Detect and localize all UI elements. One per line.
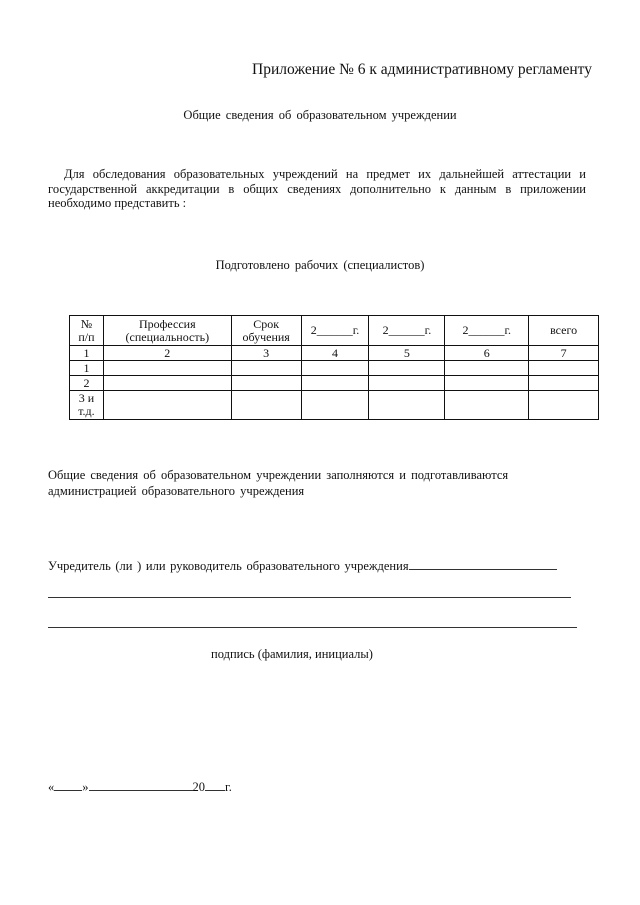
index-cell: 5 <box>369 346 445 361</box>
empty-cell[interactable] <box>529 391 599 420</box>
empty-cell[interactable] <box>369 391 445 420</box>
trained-workers-table <box>69 315 599 420</box>
header-year-2: 2______г. <box>369 316 445 346</box>
header-year-3: 2______г. <box>445 316 529 346</box>
note-line-1: Общие сведения об образовательном учреждении заполняются и подготавливаются <box>48 468 509 482</box>
empty-cell[interactable] <box>103 376 231 391</box>
year-blank[interactable] <box>205 779 225 791</box>
index-cell: 7 <box>529 346 599 361</box>
empty-cell[interactable] <box>369 376 445 391</box>
month-blank[interactable] <box>89 779 193 791</box>
empty-cell[interactable] <box>231 391 301 420</box>
document-title: Общие сведения об образовательном учреждении <box>183 108 457 122</box>
date-line <box>48 779 232 795</box>
empty-cell[interactable] <box>231 361 301 376</box>
header-profession: Профессия (специальность) <box>103 316 231 346</box>
empty-cell[interactable] <box>103 391 231 420</box>
intro-paragraph <box>48 167 586 211</box>
empty-cell[interactable] <box>445 376 529 391</box>
intro-line-3: необходимо представить : <box>48 196 187 210</box>
index-cell: 1 <box>70 346 104 361</box>
table-row <box>70 361 599 376</box>
empty-cell[interactable] <box>301 391 369 420</box>
table-row <box>70 391 599 420</box>
founder-line <box>48 558 557 574</box>
empty-cell[interactable] <box>231 376 301 391</box>
appendix-heading: Приложение № 6 к административному регламенту <box>252 61 592 78</box>
empty-cell[interactable] <box>445 391 529 420</box>
founder-label: Учредитель (ли ) или руководитель образовательного учреждения <box>48 559 409 573</box>
header-number: № п/п <box>70 316 104 346</box>
close-quote: » <box>82 780 89 794</box>
empty-cell[interactable] <box>301 361 369 376</box>
note-line-2: администрацией образовательного учреждения <box>48 484 305 498</box>
table-header-row <box>70 316 599 346</box>
open-quote: « <box>48 780 55 794</box>
empty-cell[interactable] <box>529 361 599 376</box>
index-cell: 4 <box>301 346 369 361</box>
signature-rule-1[interactable] <box>48 597 571 598</box>
empty-cell[interactable] <box>103 361 231 376</box>
founder-signature-blank[interactable] <box>409 558 557 570</box>
note-paragraph <box>48 467 588 499</box>
year-suffix: г. <box>225 780 232 794</box>
empty-cell[interactable] <box>445 361 529 376</box>
row-number: 1 <box>70 361 104 376</box>
index-cell: 2 <box>103 346 231 361</box>
index-cell: 3 <box>231 346 301 361</box>
table-row <box>70 376 599 391</box>
header-year-1: 2______г. <box>301 316 369 346</box>
header-total: всего <box>529 316 599 346</box>
intro-line-1: Для обследования образовательных учреждений на предмет их дальнейшей аттестации и <box>64 167 586 181</box>
year-prefix: 20 <box>192 780 205 794</box>
day-blank[interactable] <box>54 779 82 791</box>
table-caption: Подготовлено рабочих (специалистов) <box>215 258 425 272</box>
signature-caption: подпись (фамилия, инициалы) <box>211 647 373 661</box>
header-term: Срок обучения <box>231 316 301 346</box>
empty-cell[interactable] <box>529 376 599 391</box>
row-number: 2 <box>70 376 104 391</box>
intro-line-2: государственной аккредитации в общих сведениях дополнительно к данным в приложении <box>48 181 586 196</box>
empty-cell[interactable] <box>369 361 445 376</box>
column-index-row <box>70 346 599 361</box>
empty-cell[interactable] <box>301 376 369 391</box>
row-number: 3 и т.д. <box>70 391 104 420</box>
index-cell: 6 <box>445 346 529 361</box>
signature-rule-2[interactable] <box>48 627 577 628</box>
